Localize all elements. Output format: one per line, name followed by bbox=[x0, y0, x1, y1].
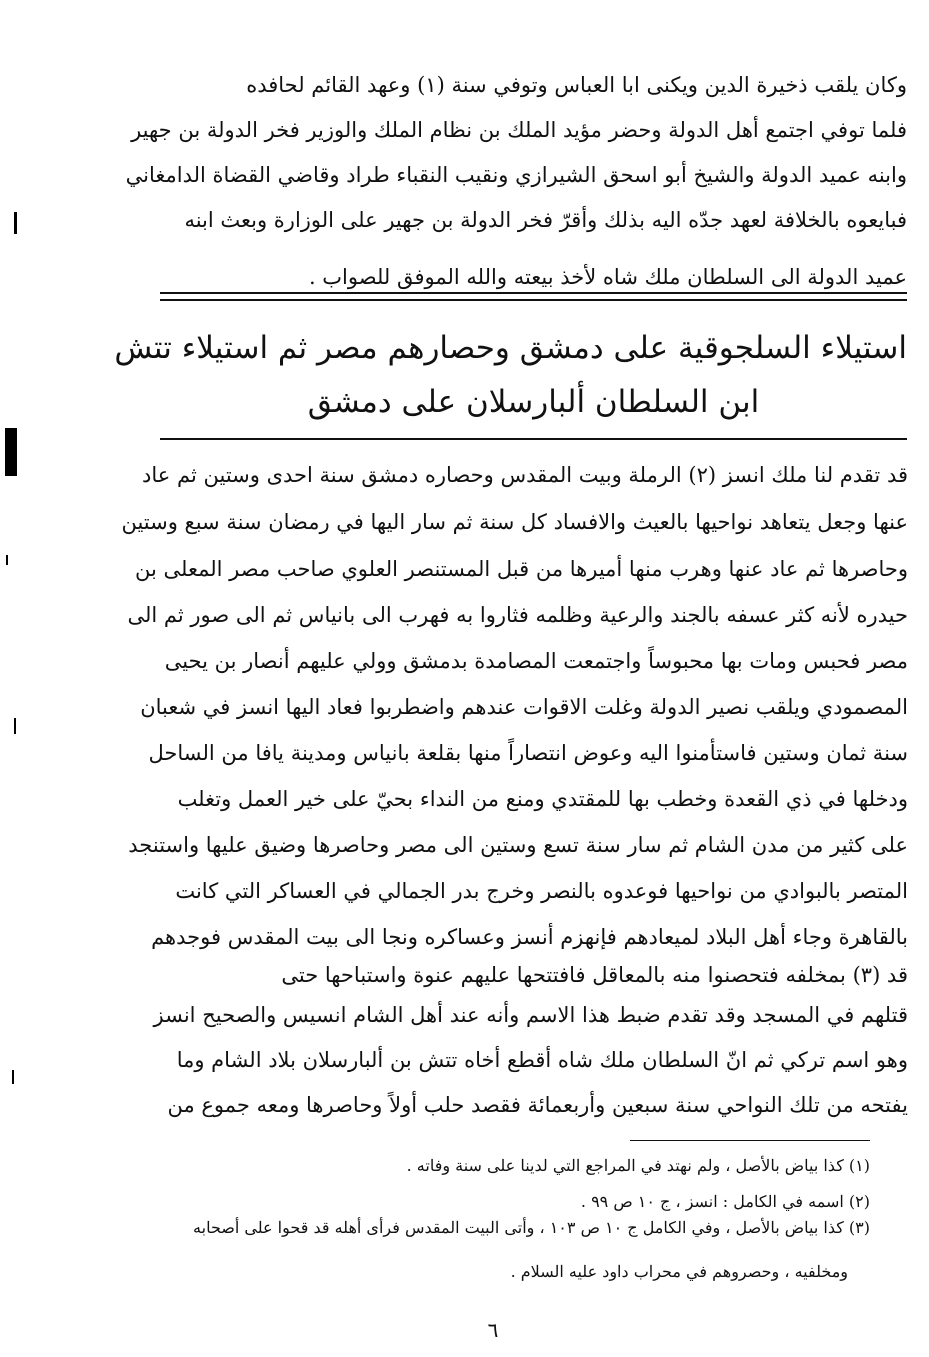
section-divider bbox=[160, 292, 907, 294]
section-title-line-2: ابن السلطان ألبارسلان على دمشق bbox=[307, 384, 760, 420]
footnote-3: (٣) كذا بياض بالأصل ، وفي الكامل ج ١٠ ص ١٠٣ ، وأتى البيت المقدس فرأى أهله قد قحوا على أصحابه bbox=[193, 1218, 870, 1237]
text-line: المتصر بالبوادي من نواحيها فوعدوه بالنصر وخرج بدر الجمالي في العساكر التي كانت bbox=[175, 879, 908, 903]
text-line: وهو اسم تركي ثم انّ السلطان ملك شاه أقطع أخاه تتش بن ألبارسلان بلاد الشام وما bbox=[176, 1048, 908, 1072]
text-line: بالقاهرة وجاء أهل البلاد لميعادهم فإنهزم أنسز وعساكره ونجا الى بيت المقدس فوجدهم bbox=[151, 925, 908, 949]
title-divider bbox=[160, 438, 907, 440]
scan-mark bbox=[6, 555, 8, 565]
text-line: مصر فحبس ومات بها محبوساً واجتمعت المصامدة بدمشق وولي عليهم أنصار بن يحيى bbox=[164, 649, 908, 673]
footnote-2: (٢) اسمه في الكامل : انسز ، ج ١٠ ص ٩٩ . bbox=[580, 1192, 870, 1211]
scan-mark bbox=[14, 718, 16, 734]
text-line: حيدره لأنه كثر عسفه بالجند والرعية وظلمه فثاروا به فهرب الى بانياس ثم الى صور ثم الى bbox=[127, 603, 908, 627]
footnote-3-continued: ومخلفيه ، وحصروهم في محراب داود عليه السلام . bbox=[510, 1262, 848, 1281]
footnote-1: (١) كذا بياض بالأصل ، ولم نهتد في المراجع التي لدينا على سنة وفاته . bbox=[406, 1156, 870, 1175]
text-line: المصمودي ويلقب نصير الدولة وغلت الاقوات عندهم واضطربوا فعاد اليها انسز في شعبان bbox=[140, 695, 908, 719]
text-line: عنها وجعل يتعاهد نواحيها بالعيث والافساد كل سنة ثم سار اليها في رمضان سنة سبع وستين bbox=[121, 510, 908, 534]
text-line: قد (٣) بمخلفه فتحصنوا منه بالمعاقل فافتتحها عليهم عنوة واستباحها حتى bbox=[281, 963, 908, 987]
scan-mark bbox=[14, 212, 17, 234]
text-line: قتلهم في المسجد وقد تقدم ضبط هذا الاسم وأنه عند أهل الشام انسيس والصحيح انسز bbox=[153, 1003, 908, 1027]
text-line: ودخلها في ذي القعدة وخطب بها للمقتدي ومنع من النداء بحيّ على خير العمل وتغلب bbox=[177, 787, 908, 811]
text-line: وحاصرها ثم عاد عنها وهرب منها أميرها من قبل المستنصر العلوي صاحب مصر المعلى بن bbox=[135, 557, 908, 581]
text-line: وابنه عميد الدولة والشيخ أبو اسحق الشيرازي ونقيب النقباء طراد وقاضي القضاة الدامغاني bbox=[125, 163, 907, 187]
footnote-divider bbox=[630, 1140, 870, 1141]
scan-mark bbox=[5, 428, 17, 476]
page-number: ٦ bbox=[487, 1318, 499, 1342]
text-line: على كثير من مدن الشام ثم سار سنة تسع وستين الى مصر وحاصرها وضيق عليها واستنجد bbox=[128, 833, 908, 857]
text-line: فبايعوه بالخلافة لعهد جدّه اليه بذلك وأقرّ فخر الدولة بن جهير على الوزارة وبعث ابنه bbox=[184, 208, 907, 232]
section-title-line-1: استيلاء السلجوقية على دمشق وحصارهم مصر ثم استيلاء تتش bbox=[114, 330, 907, 366]
text-line: عميد الدولة الى السلطان ملك شاه لأخذ بيعته والله الموفق للصواب . bbox=[308, 265, 907, 289]
text-line: قد تقدم لنا ملك انسز (٢) الرملة وبيت المقدس وحصاره دمشق سنة احدى وستين ثم عاد bbox=[142, 463, 908, 487]
text-line: يفتحه من تلك النواحي سنة سبعين وأربعمائة فقصد حلب أولاً وحاصرها ومعه جموع من bbox=[167, 1093, 908, 1117]
text-line: وكان يلقب ذخيرة الدين ويكنى ابا العباس وتوفي سنة (١) وعهد القائم لحافده bbox=[246, 73, 907, 97]
section-divider bbox=[160, 299, 907, 301]
text-line: فلما توفي اجتمع أهل الدولة وحضر مؤيد الملك بن نظام الملك والوزير فخر الدولة بن جهير bbox=[131, 118, 907, 142]
text-line: سنة ثمان وستين فاستأمنوا اليه وعوض انتصاراً منها بقلعة بانياس ومدينة يافا من الساحل bbox=[148, 741, 908, 765]
scan-mark bbox=[12, 1070, 14, 1084]
